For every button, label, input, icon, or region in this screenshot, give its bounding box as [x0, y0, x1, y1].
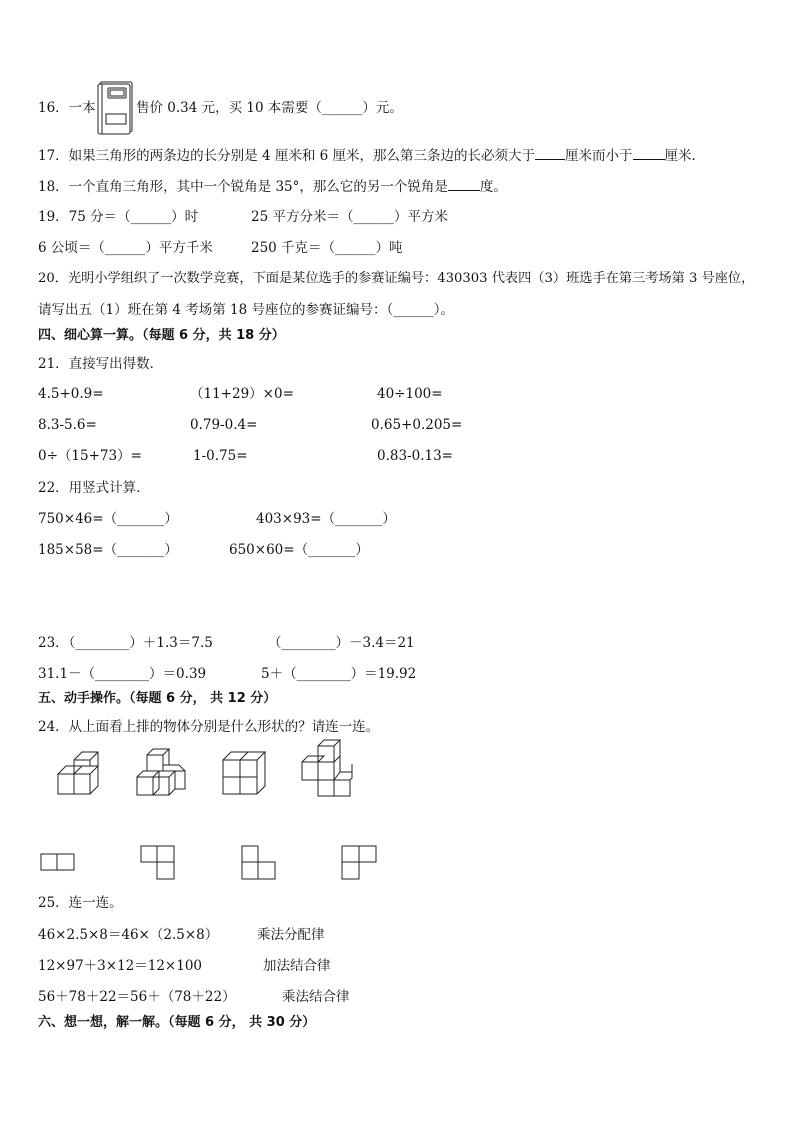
section-4-heading: 四、细心算一算。（每题 6 分，共 18 分）	[38, 328, 285, 343]
q21-r2c2: 0.79-0.4=	[190, 417, 258, 433]
top-view-3	[241, 845, 277, 881]
q20-line1: 20．光明小学组织了一次数学竞赛，下面是某位选手的参赛证编号：430303 代表四（3）班选手在第三考场第 3 号座位，	[38, 271, 755, 286]
q23-b: （________）－3.4＝21	[268, 635, 415, 651]
q21-r1c1: 4.5+0.9=	[38, 386, 104, 402]
q22-b: 403×93=（_______）	[256, 511, 396, 527]
q25-left-3: 56＋78＋22＝56＋（78＋22）	[38, 989, 236, 1005]
q25-right-2: 加法结合律	[263, 958, 331, 974]
q17-blank-1[interactable]	[535, 146, 565, 160]
q18-blank[interactable]	[448, 177, 480, 191]
cube-solid-4	[300, 742, 354, 798]
q25-title: 25．连一连。	[38, 895, 123, 911]
q18-part-a: 18．一个直角三角形，其中一个锐角是 35°，那么它的另一个锐角是	[38, 179, 448, 195]
q17-blank-2[interactable]	[633, 146, 665, 160]
q20-line2: 请写出五（1）班在第 4 考场第 18 号座位的参赛证编号：（______）。	[38, 302, 455, 318]
q19-c: 6 公顷＝（______）平方千米	[38, 240, 213, 256]
top-view-4	[341, 845, 379, 881]
top-view-1	[40, 853, 76, 873]
q21-r2c1: 8.3-5.6=	[38, 417, 97, 433]
q21-r3c1: 0÷（15+73）=	[38, 448, 142, 464]
q21-r2c3: 0.65+0.205=	[371, 417, 463, 433]
q19-b: 25 平方分米＝（______）平方米	[251, 209, 448, 225]
q21-r3c2: 1-0.75=	[193, 448, 248, 464]
q21-r1c2: （11+29）×0=	[190, 386, 294, 402]
q21-r3c3: 0.83-0.13=	[377, 448, 453, 464]
q23-d: 5＋（________）＝19.92	[261, 666, 417, 682]
q22-title: 22．用竖式计算．	[38, 480, 150, 496]
cube-solid-3	[221, 750, 267, 796]
q18-part-b: 度。	[479, 179, 507, 195]
q23-c: 31.1－（________）＝0.39	[38, 666, 207, 682]
q24-title: 24．从上面看上排的物体分别是什么形状的？请连一连。	[38, 719, 380, 735]
cube-solid-1	[56, 756, 104, 796]
q25-right-3: 乘法结合律	[282, 989, 350, 1005]
q18-question	[38, 177, 507, 196]
q19-a: 19．75 分＝（______）时	[38, 209, 199, 225]
q22-c: 185×58=（_______）	[38, 542, 178, 558]
q17-part-b: 厘米而小于	[565, 148, 633, 164]
cube-solid-2	[135, 745, 187, 799]
q17-part-c: 厘米．	[664, 148, 706, 164]
q23-a: 23．（________）＋1.3＝7.5	[38, 635, 213, 651]
q16-text: 售价 0.34 元，买 10 本需要（______）元。	[136, 100, 403, 116]
q21-r1c3: 40÷100=	[377, 386, 443, 402]
q19-d: 250 千克＝（______）吨	[251, 240, 403, 256]
top-view-2	[140, 845, 178, 881]
q16-prefix: 16．一本	[38, 100, 96, 116]
q17-question	[38, 146, 705, 165]
q25-left-2: 12×97＋3×12＝12×100	[38, 958, 203, 974]
section-5-heading: 五、动手操作。（每题 6 分， 共 12 分）	[38, 691, 277, 706]
section-6-heading: 六、想一想，解一解。（每题 6 分， 共 30 分）	[38, 1015, 316, 1030]
q17-part-a: 17．如果三角形的两条边的长分别是 4 厘米和 6 厘米，那么第三条边的长必须大于	[38, 148, 536, 164]
q22-d: 650×60=（_______）	[229, 542, 369, 558]
q21-title: 21．直接写出得数．	[38, 356, 164, 372]
notebook-icon	[94, 80, 136, 136]
q25-right-1: 乘法分配律	[257, 927, 325, 943]
q25-left-1: 46×2.5×8＝46×（2.5×8）	[38, 927, 219, 943]
q22-a: 750×46=（_______）	[38, 511, 178, 527]
